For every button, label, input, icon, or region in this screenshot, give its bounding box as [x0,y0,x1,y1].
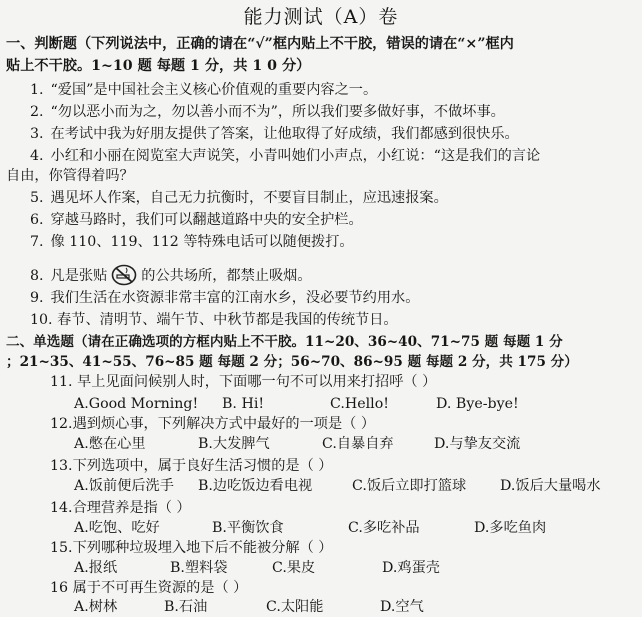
question-15-option-b: B.塑料袋 [170,560,228,576]
question-11-option-a: A.Good Morning! [74,396,199,412]
question-15-option-c: C.果皮 [272,560,316,576]
question-12-option-a: A.憋在心里 [74,436,146,452]
question-16-option-a: A.树林 [74,599,118,615]
question-16-stem: 16 属于不可再生资源的是（ ） [50,580,248,596]
judge-item-5: 5. 遇见坏人作案，自己无力抗衡时，不要盲目制止，应迅速报案。 [30,190,448,206]
judge-item-3: 3. 在考试中我为好朋友提供了答案，让他取得了好成绩，我们都感到很快乐。 [30,126,519,142]
question-11-option-b: B. Hi! [222,396,265,412]
question-12-option-d: D.与挚友交流 [434,436,521,452]
question-13-stem: 13.下列选项中，属于良好生活习惯的是（ ） [50,458,333,474]
judge-item-1: 1. “爱国”是中国社会主义核心价值观的重要内容之一。 [30,82,378,98]
judge-item-6: 6. 穿越马路时，我们可以翻越道路中央的安全护栏。 [30,212,363,228]
question-12-stem: 12.遇到烦心事，下列解决方式中最好的一项是（ ） [50,416,376,432]
section2-header-line1: 二、单选题（请在正确选项的方框内贴上不干胶。11~20、36~40、71~75 题 每题 1 分 [6,334,563,350]
section2-header-line2: ；21~35、41~55、76~85 题 每题 2 分；56~70、86~95 题 每题 2 分，共 175 分） [6,354,578,370]
question-12-option-b: B.大发脾气 [198,436,270,452]
question-13-option-a: A.饭前便后洗手 [74,478,174,494]
question-13-option-b: B.边吃饭边看电视 [198,478,313,494]
question-14-option-d: D.多吃鱼肉 [474,520,547,536]
question-13-option-c: C.饭后立即打篮球 [352,478,467,494]
section1-header-line2: 贴上不干胶。1~10 题 每题 1 分，共 1 0 分） [6,58,311,74]
question-15-option-d: D.鸡蛋壳 [382,560,440,576]
judge-item-10: 10. 春节、清明节、端午节、中秋节都是我国的传统节日。 [30,312,398,328]
question-14-stem: 14.合理营养是指（ ） [50,500,191,516]
question-15-stem: 15.下列哪种垃圾埋入地下后不能被分解（ ） [50,540,333,556]
judge-item-2: 2. “勿以恶小而为之，勿以善小而不为”，所以我们要多做好事，不做坏事。 [30,104,505,120]
question-14-option-a: A.吃饱、吃好 [74,520,160,536]
section1-header-line1: 一、判断题（下列说法中，正确的请在“√”框内贴上不干胶，错误的请在“×”框内 [6,36,514,52]
judge-item-7: 7. 像 110、119、112 等特殊电话可以随便拨打。 [30,234,354,250]
question-12-option-c: C.自暴自弃 [322,436,394,452]
question-14-option-b: B.平衡饮食 [212,520,284,536]
question-15-option-a: A.报纸 [74,560,118,576]
judge-item-4-cont: 自由，你管得着吗？ [6,168,134,184]
question-14-option-c: C.多吃补品 [348,520,420,536]
page-title: 能力测试（A）卷 [243,6,399,28]
question-16-option-d: D.空气 [380,599,424,615]
question-13-option-d: D.饭后大量喝水 [500,478,601,494]
judge-item-8: 8. 凡是张贴 的公共场所，都禁止吸烟。 [30,264,312,286]
question-16-option-b: B.石油 [164,599,208,615]
question-11-stem: 11. 早上见面问候别人时，下面哪一句不可以用来打招呼（ ） [50,374,437,390]
judge-item-9: 9. 我们生活在水资源非常丰富的江南水乡，没必要节约用水。 [30,290,420,306]
no-smoking-icon [111,264,137,286]
question-16-option-c: C.太阳能 [266,599,324,615]
question-11-option-d: D. Bye-bye! [436,396,519,412]
judge-item-4: 4. 小红和小丽在阅览室大声说笑，小青叫她们小声点，小红说：“这是我们的言论 [30,148,541,164]
question-11-option-c: C.Hello! [330,396,389,412]
